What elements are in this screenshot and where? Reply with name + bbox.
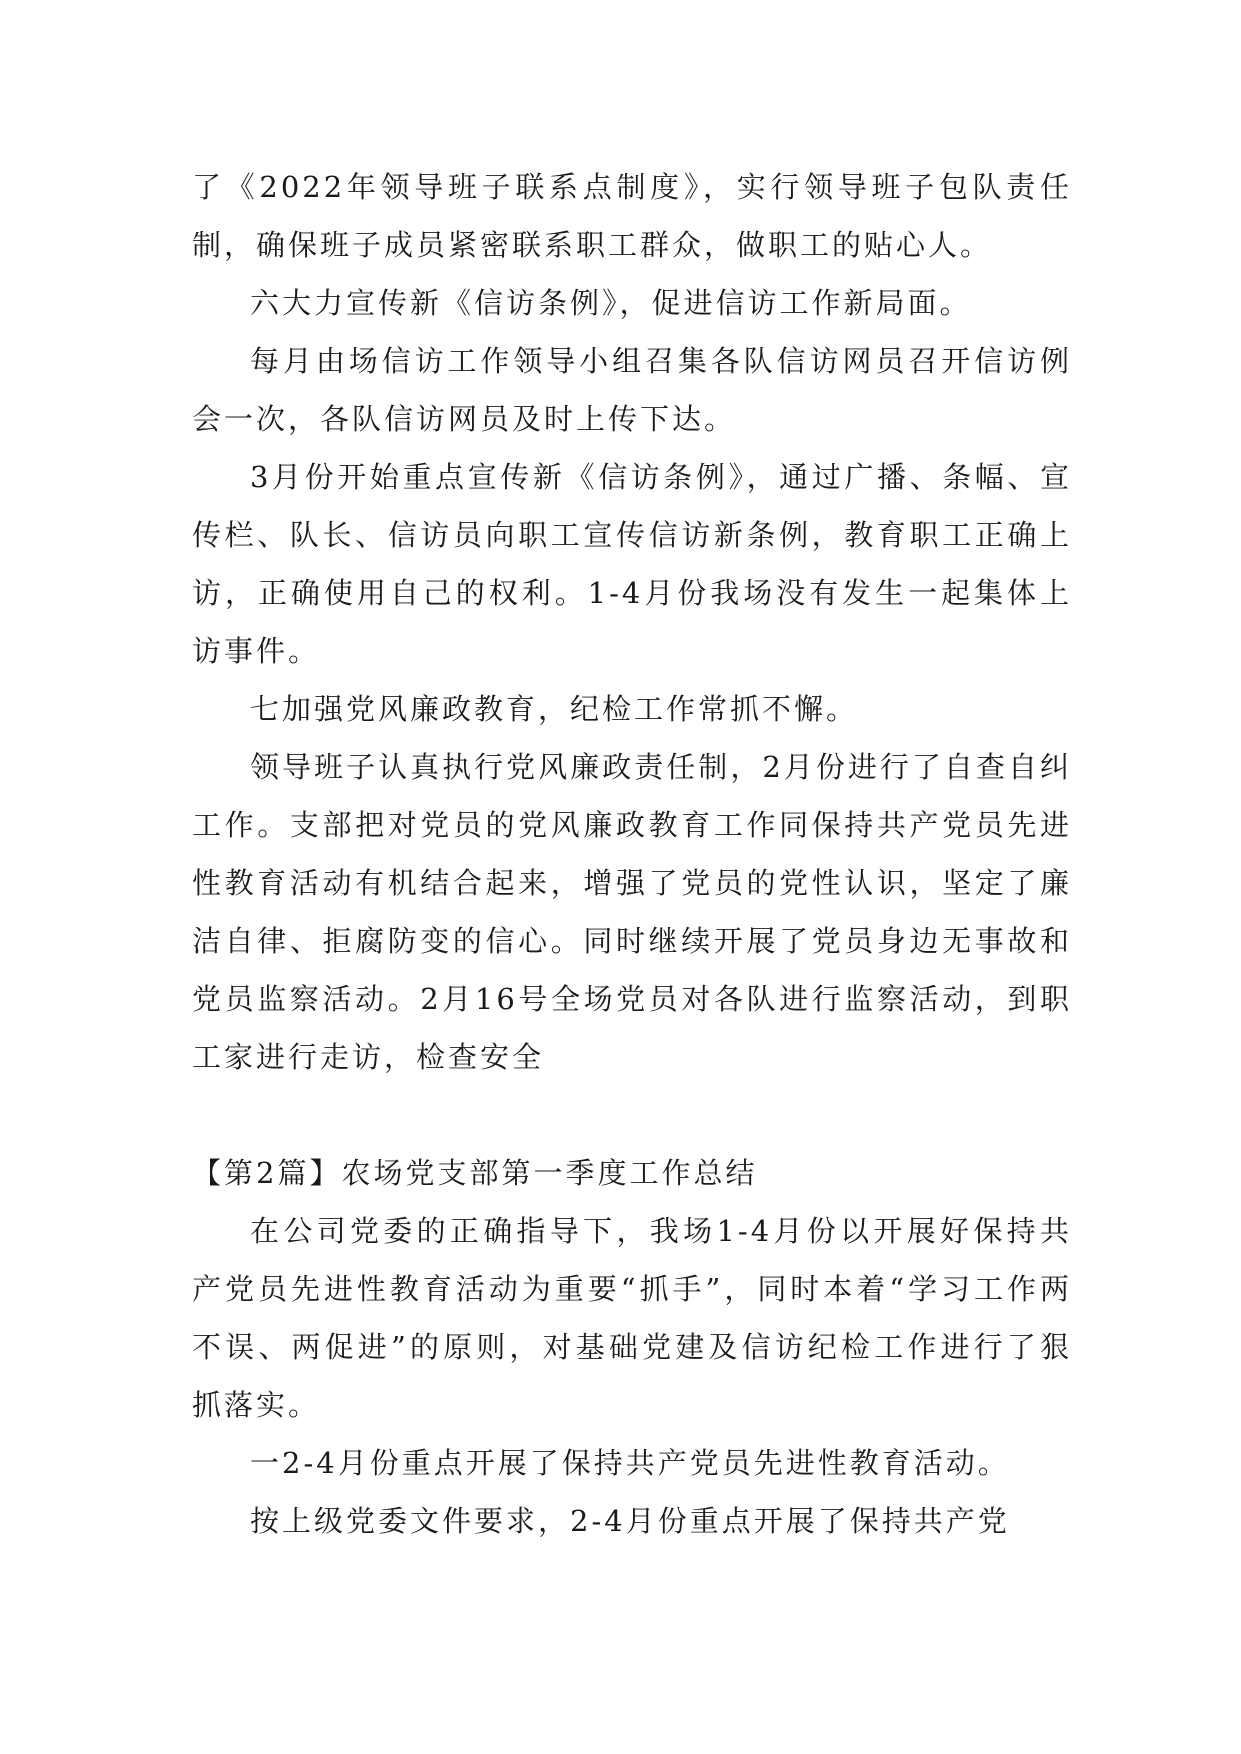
paragraph-party-requirements: 按上级党委文件要求，2-4月份重点开展了保持共产党	[250, 1504, 1010, 1538]
paragraph-monthly-meeting: 每月由场信访工作领导小组召集各队信访网员召开信访例会一次，各队信访网员及时上传下达。	[192, 344, 1072, 436]
paragraph-march-publicity: 3月份开始重点宣传新《信访条例》，通过广播、条幅、宣传栏、队长、信访员向职工宣传信访新条例，教育职工正确上访，正确使用自己的权利。1-4月份我场没有发生一起集体上访事件。	[192, 460, 1072, 668]
section-six-heading: 六大力宣传新《信访条例》，促进信访工作新局面。	[250, 286, 972, 320]
section-seven-heading: 七加强党风廉政教育，纪检工作常抓不懈。	[250, 692, 859, 726]
document-body	[192, 158, 1072, 1550]
paragraph-leadership-contact: 了《2022年领导班子联系点制度》，实行领导班子包队责任制，确保班子成员紧密联系职工群众，做职工的贴心人。	[192, 170, 1072, 262]
section-gap	[192, 1086, 1072, 1144]
section-one-heading: 一2-4月份重点开展了保持共产党员先进性教育活动。	[250, 1446, 1010, 1480]
paragraph-intro: 在公司党委的正确指导下，我场1-4月份以开展好保持共产党员先进性教育活动为重要“抓手”，同时本着“学习工作两不误、两促进”的原则，对基础党建及信访纪检工作进行了狠抓落实。	[192, 1214, 1072, 1422]
paragraph-integrity-education: 领导班子认真执行党风廉政责任制，2月份进行了自查自纠工作。支部把对党员的党风廉政教育工作同保持共产党员先进性教育活动有机结合起来，增强了党员的党性认识，坚定了廉洁自律、拒腐防变的信心。同时继续开展了党员身边无事故和党员监察活动。2月16号全场党员对各队进行监察活动，到职工家进行走访，检查安全	[192, 750, 1072, 1074]
article-two-title: 【第2篇】农场党支部第一季度工作总结	[192, 1156, 758, 1190]
